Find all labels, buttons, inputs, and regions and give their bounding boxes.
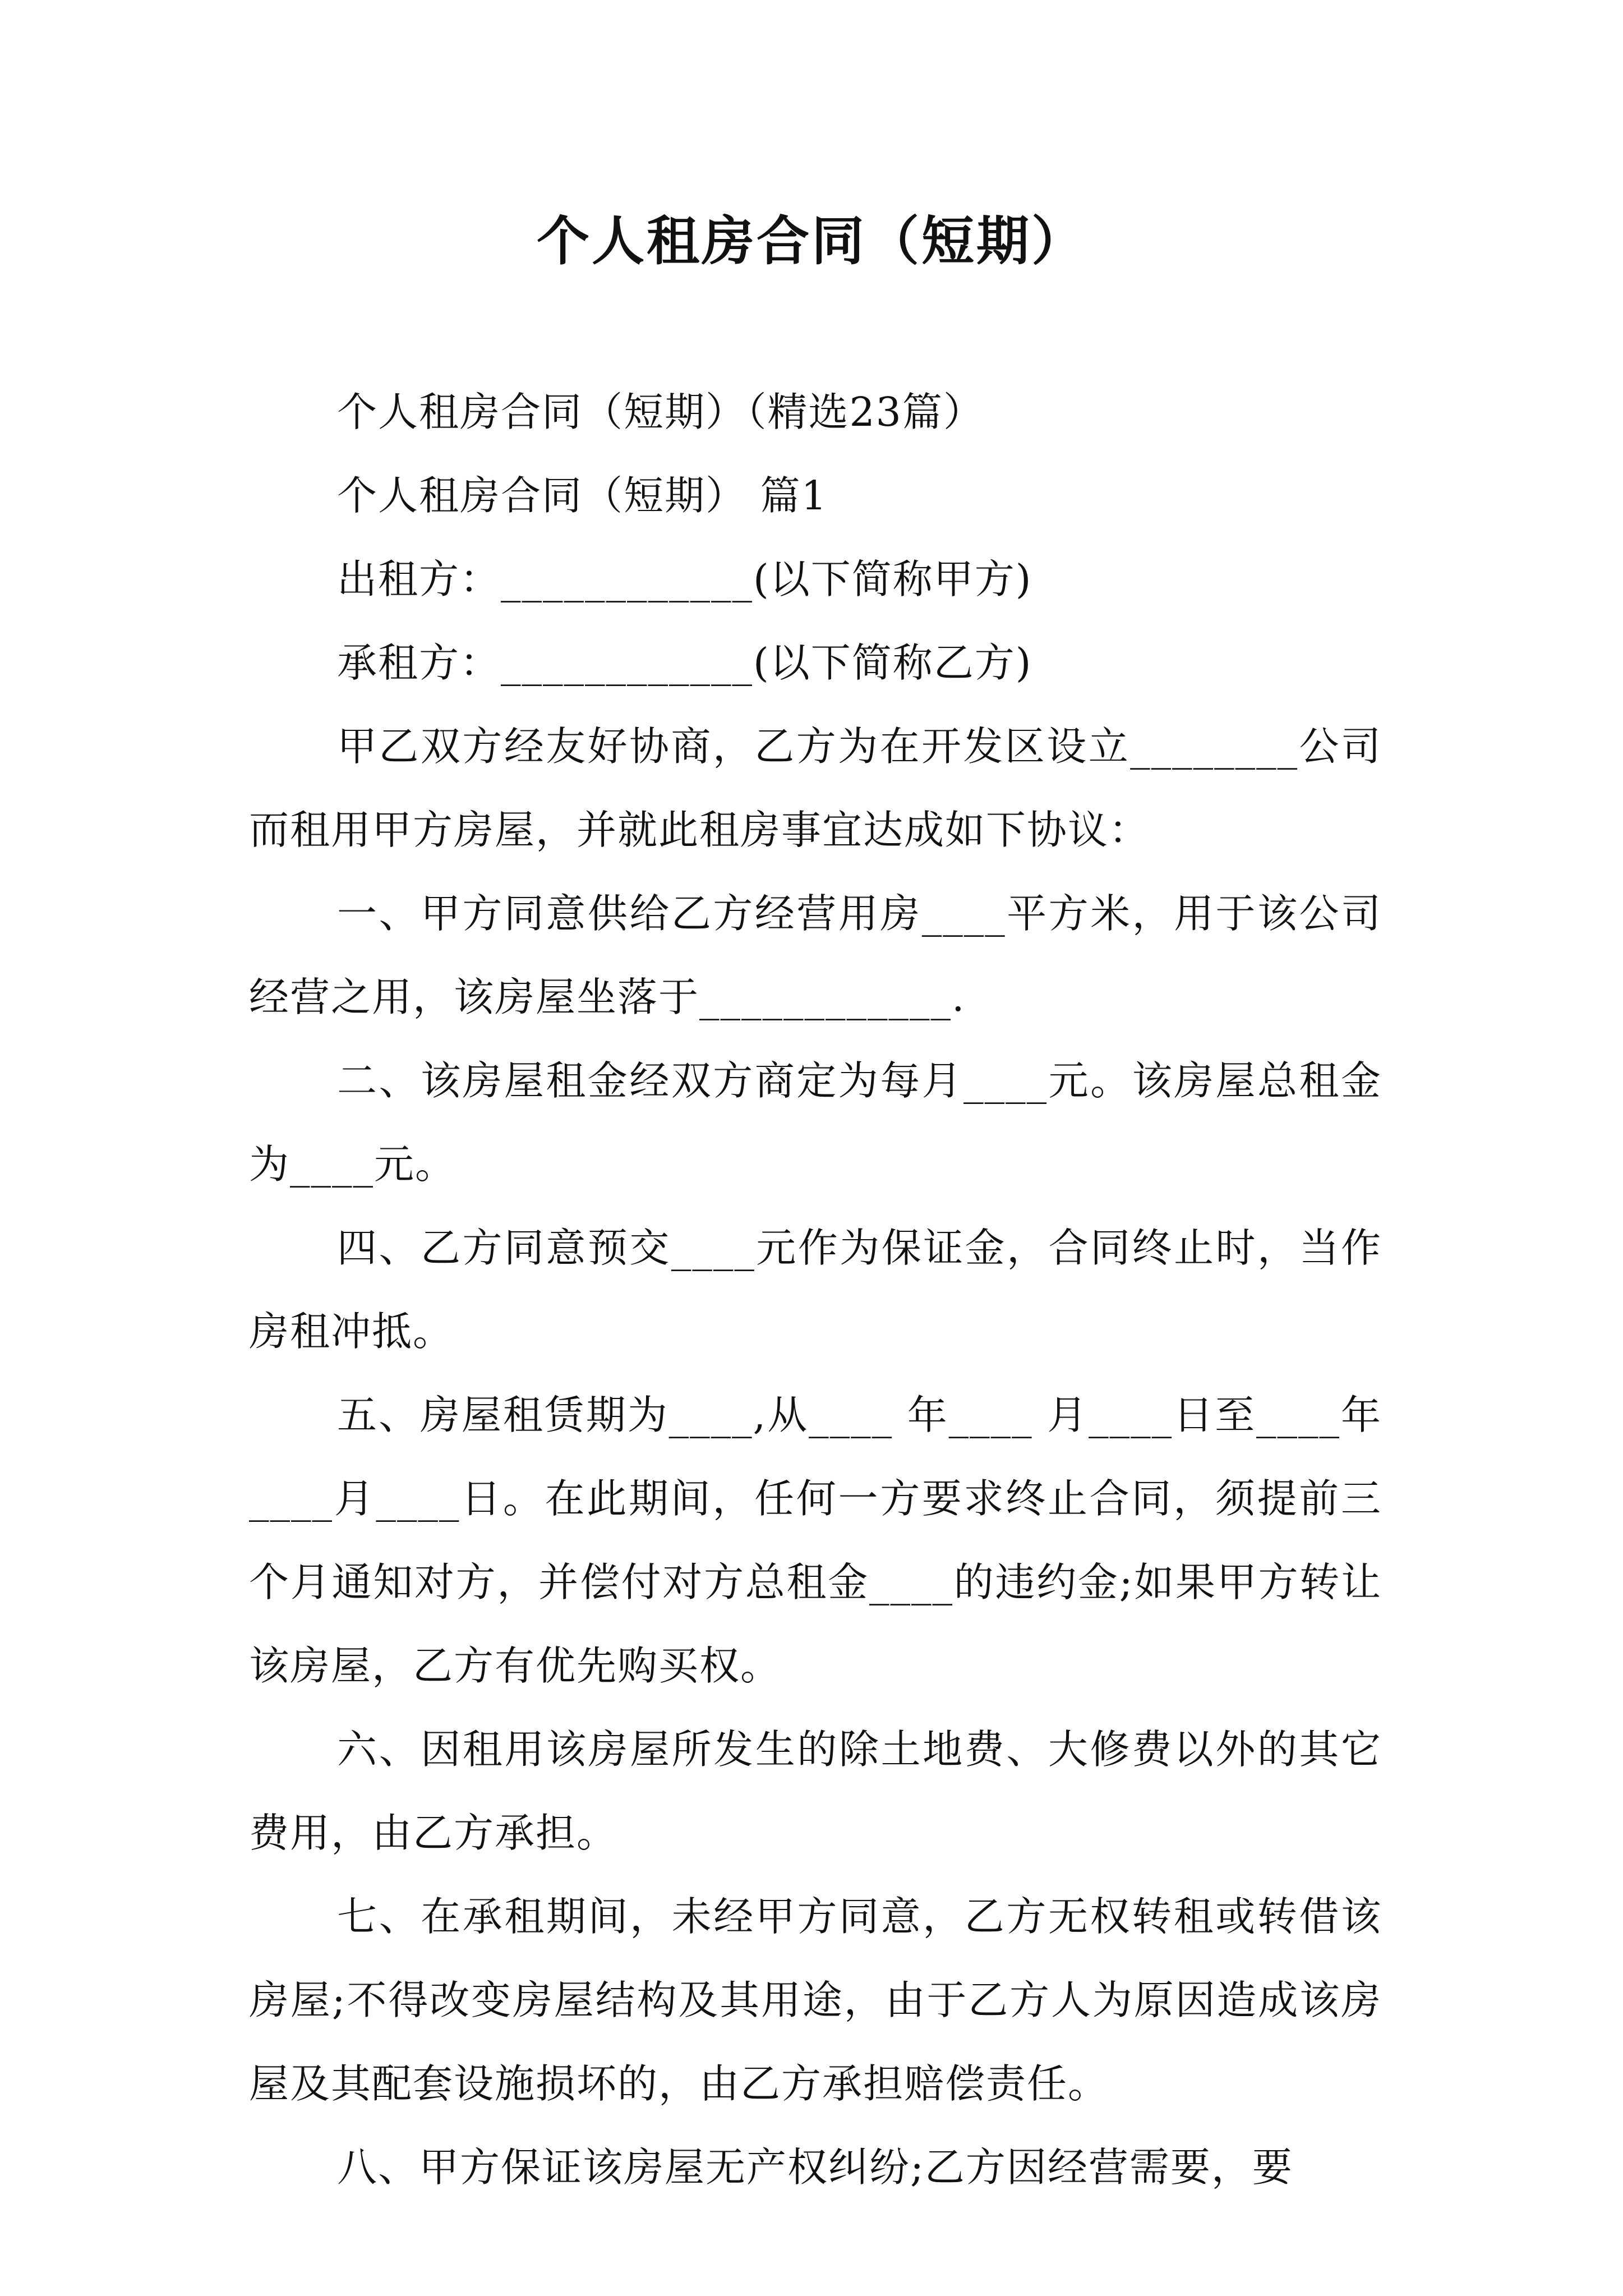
paragraph-clause-7: 七、在承租期间，未经甲方同意，乙方无权转租或转借该房屋;不得改变房屋结构及其用途，由于乙方人为原因造成该房屋及其配套设施损坏的，由乙方承担赔偿责任。 <box>249 1893 1382 2107</box>
paragraph-section-heading: 个人租房合同（短期） 篇1 <box>337 472 828 519</box>
paragraph-clause-6: 六、因租用该房屋所发生的除土地费、大修费以外的其它费用，由乙方承担。 <box>249 1726 1382 1856</box>
document-body <box>249 370 1382 2209</box>
paragraph-clause-2: 二、该房屋租金经双方商定为每月____元。该房屋总租金为____元。 <box>249 1057 1382 1188</box>
paragraph-lessor: 出租方：____________(以下简称甲方) <box>337 556 1032 602</box>
paragraph-collection-heading: 个人租房合同（短期）（精选23篇） <box>337 389 984 435</box>
paragraph-lessee: 承租方：____________(以下简称乙方) <box>337 639 1032 686</box>
paragraph-clause-1: 一、甲方同意供给乙方经营用房____平方米，用于该公司经营之用，该房屋坐落于____________. <box>249 890 1382 1020</box>
paragraph-clause-4: 四、乙方同意预交____元作为保证金，合同终止时，当作房租冲抵。 <box>249 1225 1382 1355</box>
paragraph-clause-8: 八、甲方保证该房屋无产权纠纷;乙方因经营需要，要 <box>337 2144 1293 2191</box>
paragraph-preamble: 甲乙双方经友好协商，乙方为在开发区设立________公司而租用甲方房屋，并就此租房事宜达成如下协议： <box>249 723 1382 853</box>
paragraph-clause-5: 五、房屋租赁期为____,从____ 年____ 月____日至____年____月____日。在此期间，任何一方要求终止合同，须提前三个月通知对方，并偿付对方总租金____的违约金;如果甲方转让该房屋，乙方有优先购买权。 <box>249 1392 1382 1689</box>
document-title: 个人租房合同（短期） <box>536 210 1086 272</box>
